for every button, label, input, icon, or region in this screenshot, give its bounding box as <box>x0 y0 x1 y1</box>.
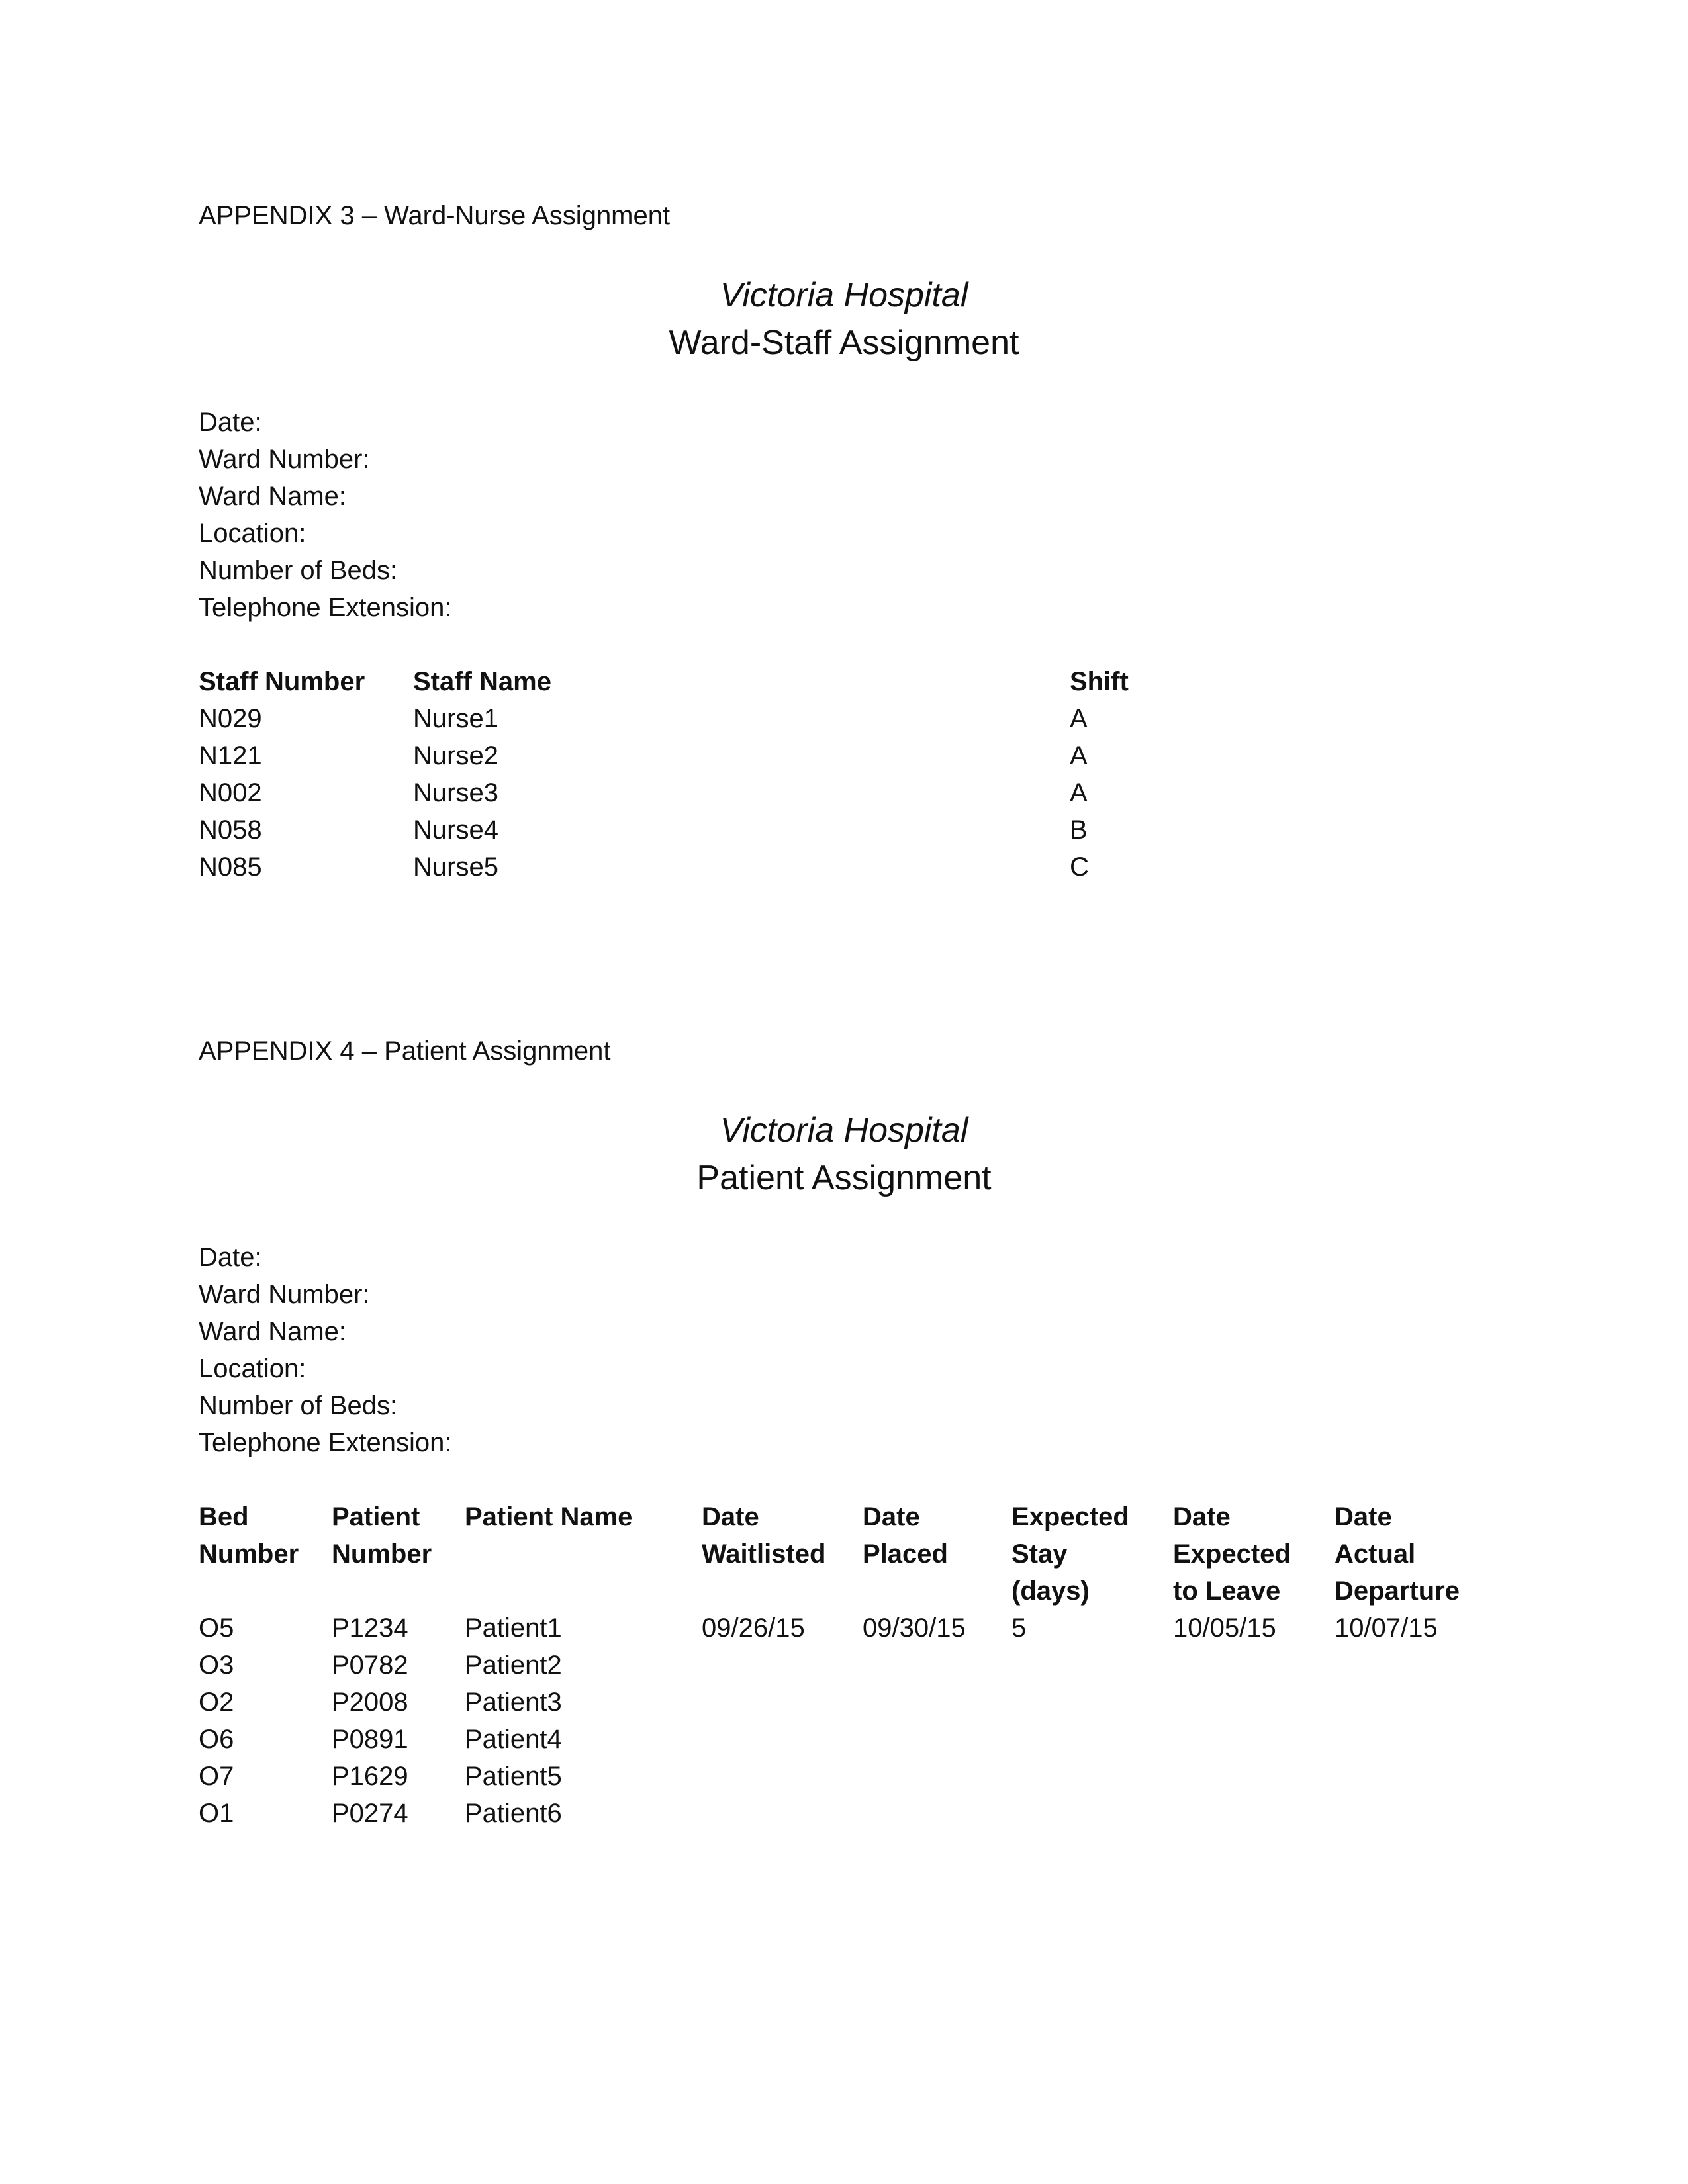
shift: A <box>1070 741 1088 770</box>
expected-stay <box>1011 1795 1173 1832</box>
expected-stay <box>1011 1684 1173 1721</box>
date-expected-to-leave: 10/05/15 <box>1173 1614 1276 1643</box>
date-placed <box>863 1721 1011 1758</box>
field-ward-name: Ward Name: <box>199 1317 347 1346</box>
patient-number: P2008 <box>332 1688 408 1717</box>
field-number-of-beds: Number of Beds: <box>199 556 398 585</box>
field-ward-name: Ward Name: <box>199 482 347 511</box>
header-line: Date <box>863 1502 920 1531</box>
date-actual-departure <box>1335 1758 1507 1795</box>
staff-name: Nurse2 <box>413 741 498 770</box>
staff-number: N121 <box>199 741 262 770</box>
staff-name: Nurse1 <box>413 704 498 733</box>
patient-name: Patient6 <box>465 1799 562 1828</box>
table-row <box>199 1684 1507 1721</box>
date-waitlisted <box>702 1684 863 1721</box>
column-header <box>332 1498 465 1610</box>
patient-number: P1629 <box>332 1762 408 1791</box>
column-header <box>702 1498 863 1610</box>
table-row <box>199 848 1202 886</box>
patient-name: Patient2 <box>465 1651 562 1680</box>
date-expected-to-leave <box>1173 1795 1335 1832</box>
patient-number: P0782 <box>332 1651 408 1680</box>
column-header <box>1173 1498 1335 1610</box>
bed-number: O1 <box>199 1799 234 1828</box>
field-ward-number: Ward Number: <box>199 445 370 474</box>
patient-name: Patient3 <box>465 1688 562 1717</box>
date-actual-departure <box>1335 1795 1507 1832</box>
bed-number: O2 <box>199 1688 234 1717</box>
field-date: Date: <box>199 408 262 437</box>
expected-stay: 5 <box>1011 1614 1027 1643</box>
staff-table <box>199 663 1202 886</box>
bed-number: O3 <box>199 1651 234 1680</box>
patient-name: Patient4 <box>465 1725 562 1754</box>
date-actual-departure <box>1335 1684 1507 1721</box>
table-row <box>199 737 1202 774</box>
header-line: Stay <box>1011 1539 1068 1569</box>
table-row <box>199 1721 1507 1758</box>
staff-number: N085 <box>199 852 262 882</box>
date-actual-departure: 10/07/15 <box>1335 1614 1438 1643</box>
header-line: Placed <box>863 1539 948 1569</box>
appendix-4-heading: APPENDIX 4 – Patient Assignment <box>199 1036 611 1066</box>
patient-table <box>199 1498 1507 1832</box>
form-title: Ward-Staff Assignment <box>669 324 1019 362</box>
hospital-name: Victoria Hospital <box>720 276 968 314</box>
field-ward-number: Ward Number: <box>199 1280 370 1309</box>
date-waitlisted <box>702 1795 863 1832</box>
table-row <box>199 1647 1507 1684</box>
shift: A <box>1070 704 1088 733</box>
table-header-row <box>199 663 1202 700</box>
column-header <box>1011 1498 1173 1610</box>
date-placed: 09/30/15 <box>863 1614 966 1643</box>
field-telephone-extension: Telephone Extension: <box>199 1428 452 1457</box>
field-location: Location: <box>199 519 306 548</box>
date-actual-departure <box>1335 1647 1507 1684</box>
date-expected-to-leave <box>1173 1721 1335 1758</box>
column-header: Staff Name <box>413 667 551 696</box>
shift: A <box>1070 778 1088 807</box>
column-header <box>863 1498 1011 1610</box>
header-line: (days) <box>1011 1576 1090 1606</box>
column-header: Staff Number <box>199 667 365 696</box>
bed-number: O6 <box>199 1725 234 1754</box>
column-header <box>199 1498 332 1610</box>
table-row <box>199 1610 1507 1647</box>
header-line: Patient Name <box>465 1502 633 1531</box>
date-waitlisted <box>702 1758 863 1795</box>
table-row <box>199 1795 1507 1832</box>
patient-number: P0274 <box>332 1799 408 1828</box>
bed-number: O5 <box>199 1614 234 1643</box>
header-line: Waitlisted <box>702 1539 826 1569</box>
field-number-of-beds: Number of Beds: <box>199 1391 398 1420</box>
table-header-row <box>199 1498 1507 1610</box>
header-line: to Leave <box>1173 1576 1281 1606</box>
expected-stay <box>1011 1647 1173 1684</box>
date-placed <box>863 1795 1011 1832</box>
staff-name: Nurse4 <box>413 815 498 844</box>
column-header <box>465 1498 702 1610</box>
date-placed <box>863 1758 1011 1795</box>
patient-name: Patient5 <box>465 1762 562 1791</box>
field-telephone-extension: Telephone Extension: <box>199 593 452 622</box>
shift: C <box>1070 852 1089 882</box>
header-line: Bed <box>199 1502 249 1531</box>
table-row <box>199 774 1202 811</box>
date-expected-to-leave <box>1173 1684 1335 1721</box>
ward-staff-form-header <box>0 271 1688 367</box>
header-line: Patient <box>332 1502 420 1531</box>
header-line: Number <box>332 1539 432 1569</box>
header-line: Actual <box>1335 1539 1416 1569</box>
header-line: Expected <box>1173 1539 1291 1569</box>
form-title: Patient Assignment <box>696 1159 992 1197</box>
field-date: Date: <box>199 1243 262 1272</box>
field-location: Location: <box>199 1354 306 1383</box>
date-placed <box>863 1647 1011 1684</box>
date-actual-departure <box>1335 1721 1507 1758</box>
date-placed <box>863 1684 1011 1721</box>
table-row <box>199 700 1202 737</box>
header-line: Date <box>1335 1502 1392 1531</box>
expected-stay <box>1011 1721 1173 1758</box>
bed-number: O7 <box>199 1762 234 1791</box>
hospital-name: Victoria Hospital <box>720 1111 968 1150</box>
patient-name: Patient1 <box>465 1614 562 1643</box>
staff-number: N002 <box>199 778 262 807</box>
header-line: Expected <box>1011 1502 1129 1531</box>
column-header <box>1335 1498 1507 1610</box>
staff-name: Nurse5 <box>413 852 498 882</box>
table-row <box>199 811 1202 848</box>
column-header: Shift <box>1070 667 1129 696</box>
patient-fields <box>199 1239 452 1461</box>
date-waitlisted <box>702 1647 863 1684</box>
header-line: Departure <box>1335 1576 1460 1606</box>
ward-staff-fields <box>199 404 452 626</box>
date-expected-to-leave <box>1173 1647 1335 1684</box>
patient-number: P1234 <box>332 1614 408 1643</box>
header-line: Number <box>199 1539 299 1569</box>
date-expected-to-leave <box>1173 1758 1335 1795</box>
expected-stay <box>1011 1758 1173 1795</box>
staff-name: Nurse3 <box>413 778 498 807</box>
date-waitlisted: 09/26/15 <box>702 1614 805 1643</box>
patient-number: P0891 <box>332 1725 408 1754</box>
date-waitlisted <box>702 1721 863 1758</box>
header-line: Date <box>702 1502 759 1531</box>
staff-number: N029 <box>199 704 262 733</box>
staff-number: N058 <box>199 815 262 844</box>
table-row <box>199 1758 1507 1795</box>
header-line: Date <box>1173 1502 1231 1531</box>
patient-form-header <box>0 1107 1688 1202</box>
appendix-3-heading: APPENDIX 3 – Ward-Nurse Assignment <box>199 201 671 230</box>
shift: B <box>1070 815 1088 844</box>
